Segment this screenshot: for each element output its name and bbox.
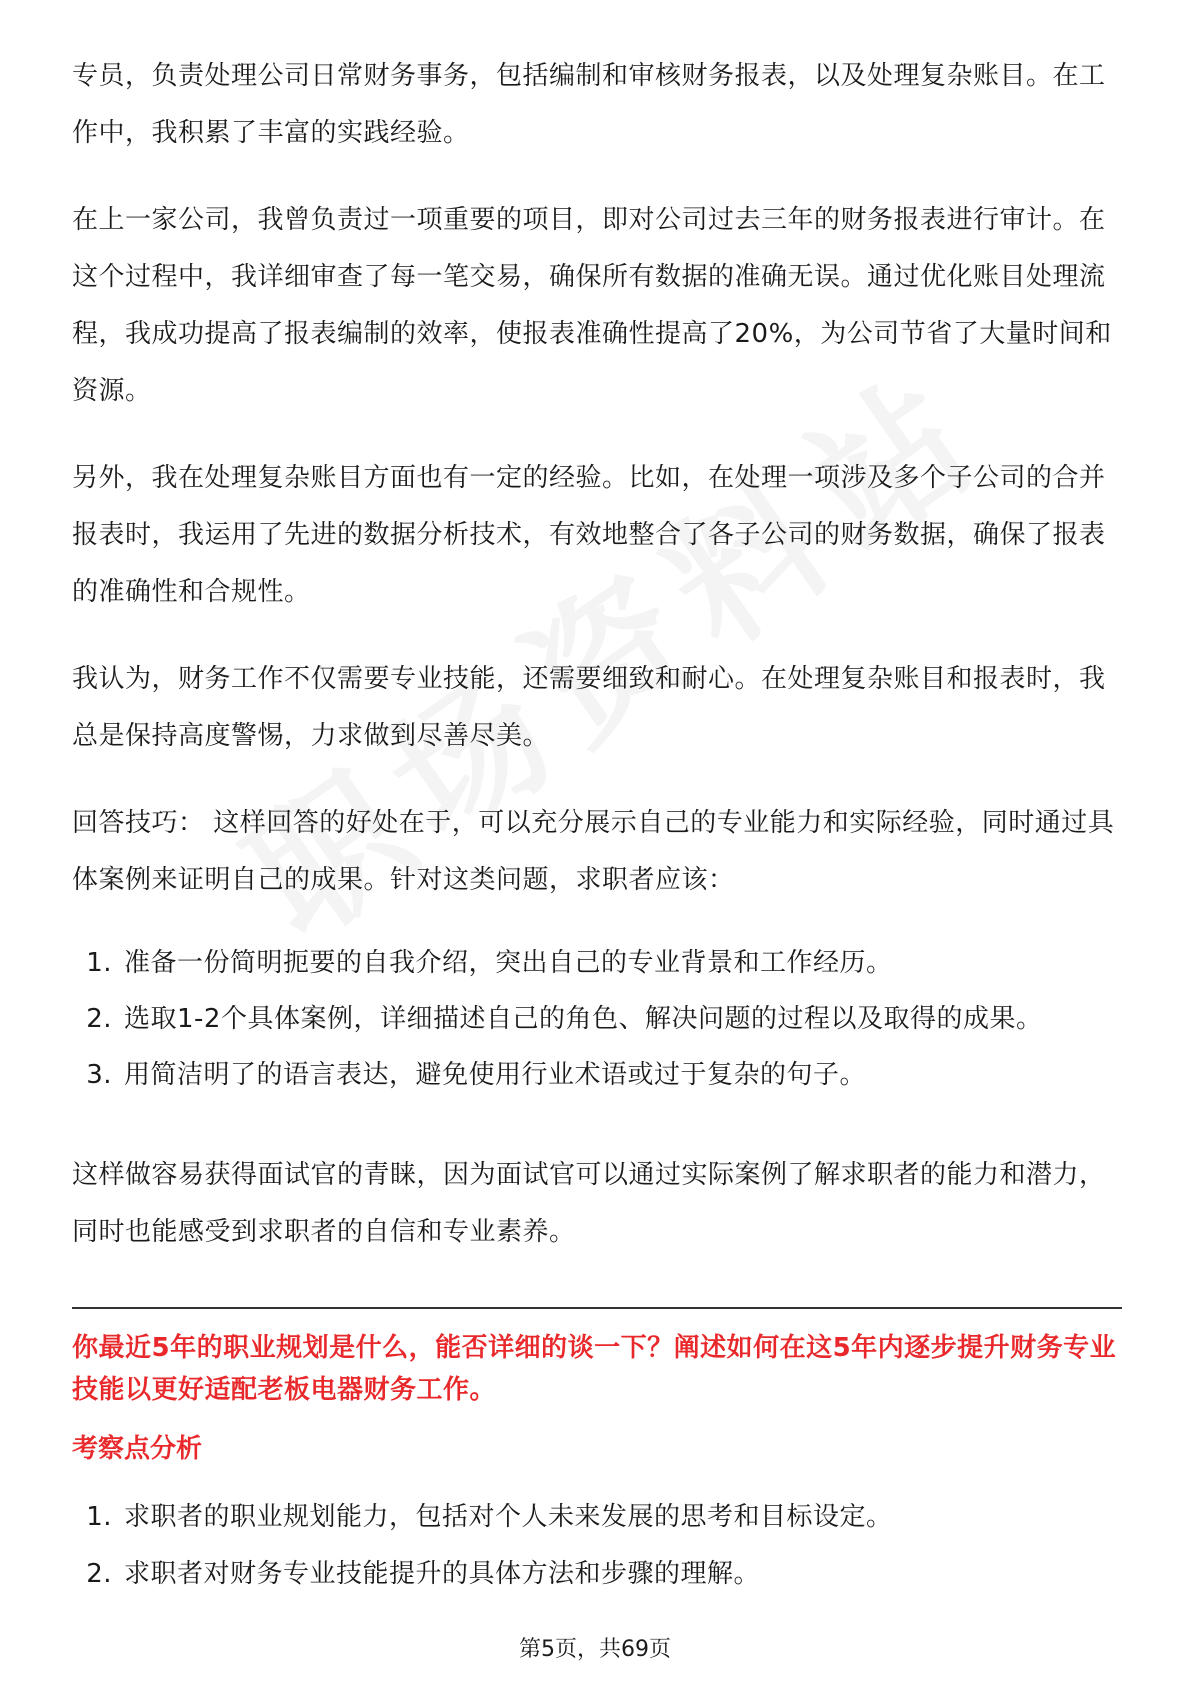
paragraph: 在上一家公司，我曾负责过一项重要的项目，即对公司过去三年的财务报表进行审计。在这个过程中，我详细审查了每一笔交易，确保所有数据的准确无误。通过优化账目处理流程，我成功提高了报表编制的效率，使报表准确性提高了20%，为公司节省了大量时间和资源。 bbox=[72, 205, 1112, 406]
list-number: 1. bbox=[86, 1502, 112, 1532]
list-item-text: 准备一份简明扼要的自我介绍，突出自己的专业背景和工作经历。 bbox=[124, 948, 893, 978]
list-item bbox=[72, 991, 1122, 1047]
tips-list bbox=[72, 935, 1122, 1103]
analysis-list bbox=[72, 1489, 1122, 1603]
question-heading: 你最近5年的职业规划是什么，能否详细的谈一下？阐述如何在这5年内逐步提升财务专业技能以更好适配老板电器财务工作。 bbox=[72, 1333, 1117, 1405]
list-item-text: 求职者对财务专业技能提升的具体方法和步骤的理解。 bbox=[124, 1559, 761, 1589]
list-item-text: 选取1-2个具体案例，详细描述自己的角色、解决问题的过程以及取得的成果。 bbox=[124, 1004, 1043, 1034]
list-item-text: 求职者的职业规划能力，包括对个人未来发展的思考和目标设定。 bbox=[124, 1502, 893, 1532]
paragraph: 专员，负责处理公司日常财务事务，包括编制和审核财务报表，以及处理复杂账目。在工作中，我积累了丰富的实践经验。 bbox=[72, 61, 1106, 148]
section-divider bbox=[72, 1307, 1122, 1309]
page-content bbox=[72, 48, 1122, 1603]
paragraph: 另外，我在处理复杂账目方面也有一定的经验。比如，在处理一项涉及多个子公司的合并报表时，我运用了先进的数据分析技术，有效地整合了各子公司的财务数据，确保了报表的准确性和合规性。 bbox=[72, 463, 1106, 607]
answer-tips-paragraph: 回答技巧： 这样回答的好处在于，可以充分展示自己的专业能力和实际经验，同时通过具体案例来证明自己的成果。针对这类问题，求职者应该： bbox=[72, 808, 1115, 895]
list-number: 1. bbox=[86, 948, 112, 978]
page-footer: 第5页，共69页 bbox=[519, 1637, 671, 1662]
list-item bbox=[72, 1047, 1122, 1103]
list-item-text: 用简洁明了的语言表达，避免使用行业术语或过于复杂的句子。 bbox=[124, 1060, 867, 1090]
list-number: 3. bbox=[86, 1060, 112, 1090]
paragraph: 我认为，财务工作不仅需要专业技能，还需要细致和耐心。在处理复杂账目和报表时，我总是保持高度警惕，力求做到尽善尽美。 bbox=[72, 664, 1106, 751]
list-item bbox=[72, 1489, 1122, 1546]
closing-paragraph: 这样做容易获得面试官的青睐，因为面试官可以通过实际案例了解求职者的能力和潜力，同时也能感受到求职者的自信和专业素养。 bbox=[72, 1160, 1106, 1247]
list-number: 2. bbox=[86, 1559, 112, 1589]
analysis-heading: 考察点分析 bbox=[72, 1434, 203, 1464]
list-item bbox=[72, 1546, 1122, 1603]
list-number: 2. bbox=[86, 1004, 112, 1034]
list-item bbox=[72, 935, 1122, 991]
